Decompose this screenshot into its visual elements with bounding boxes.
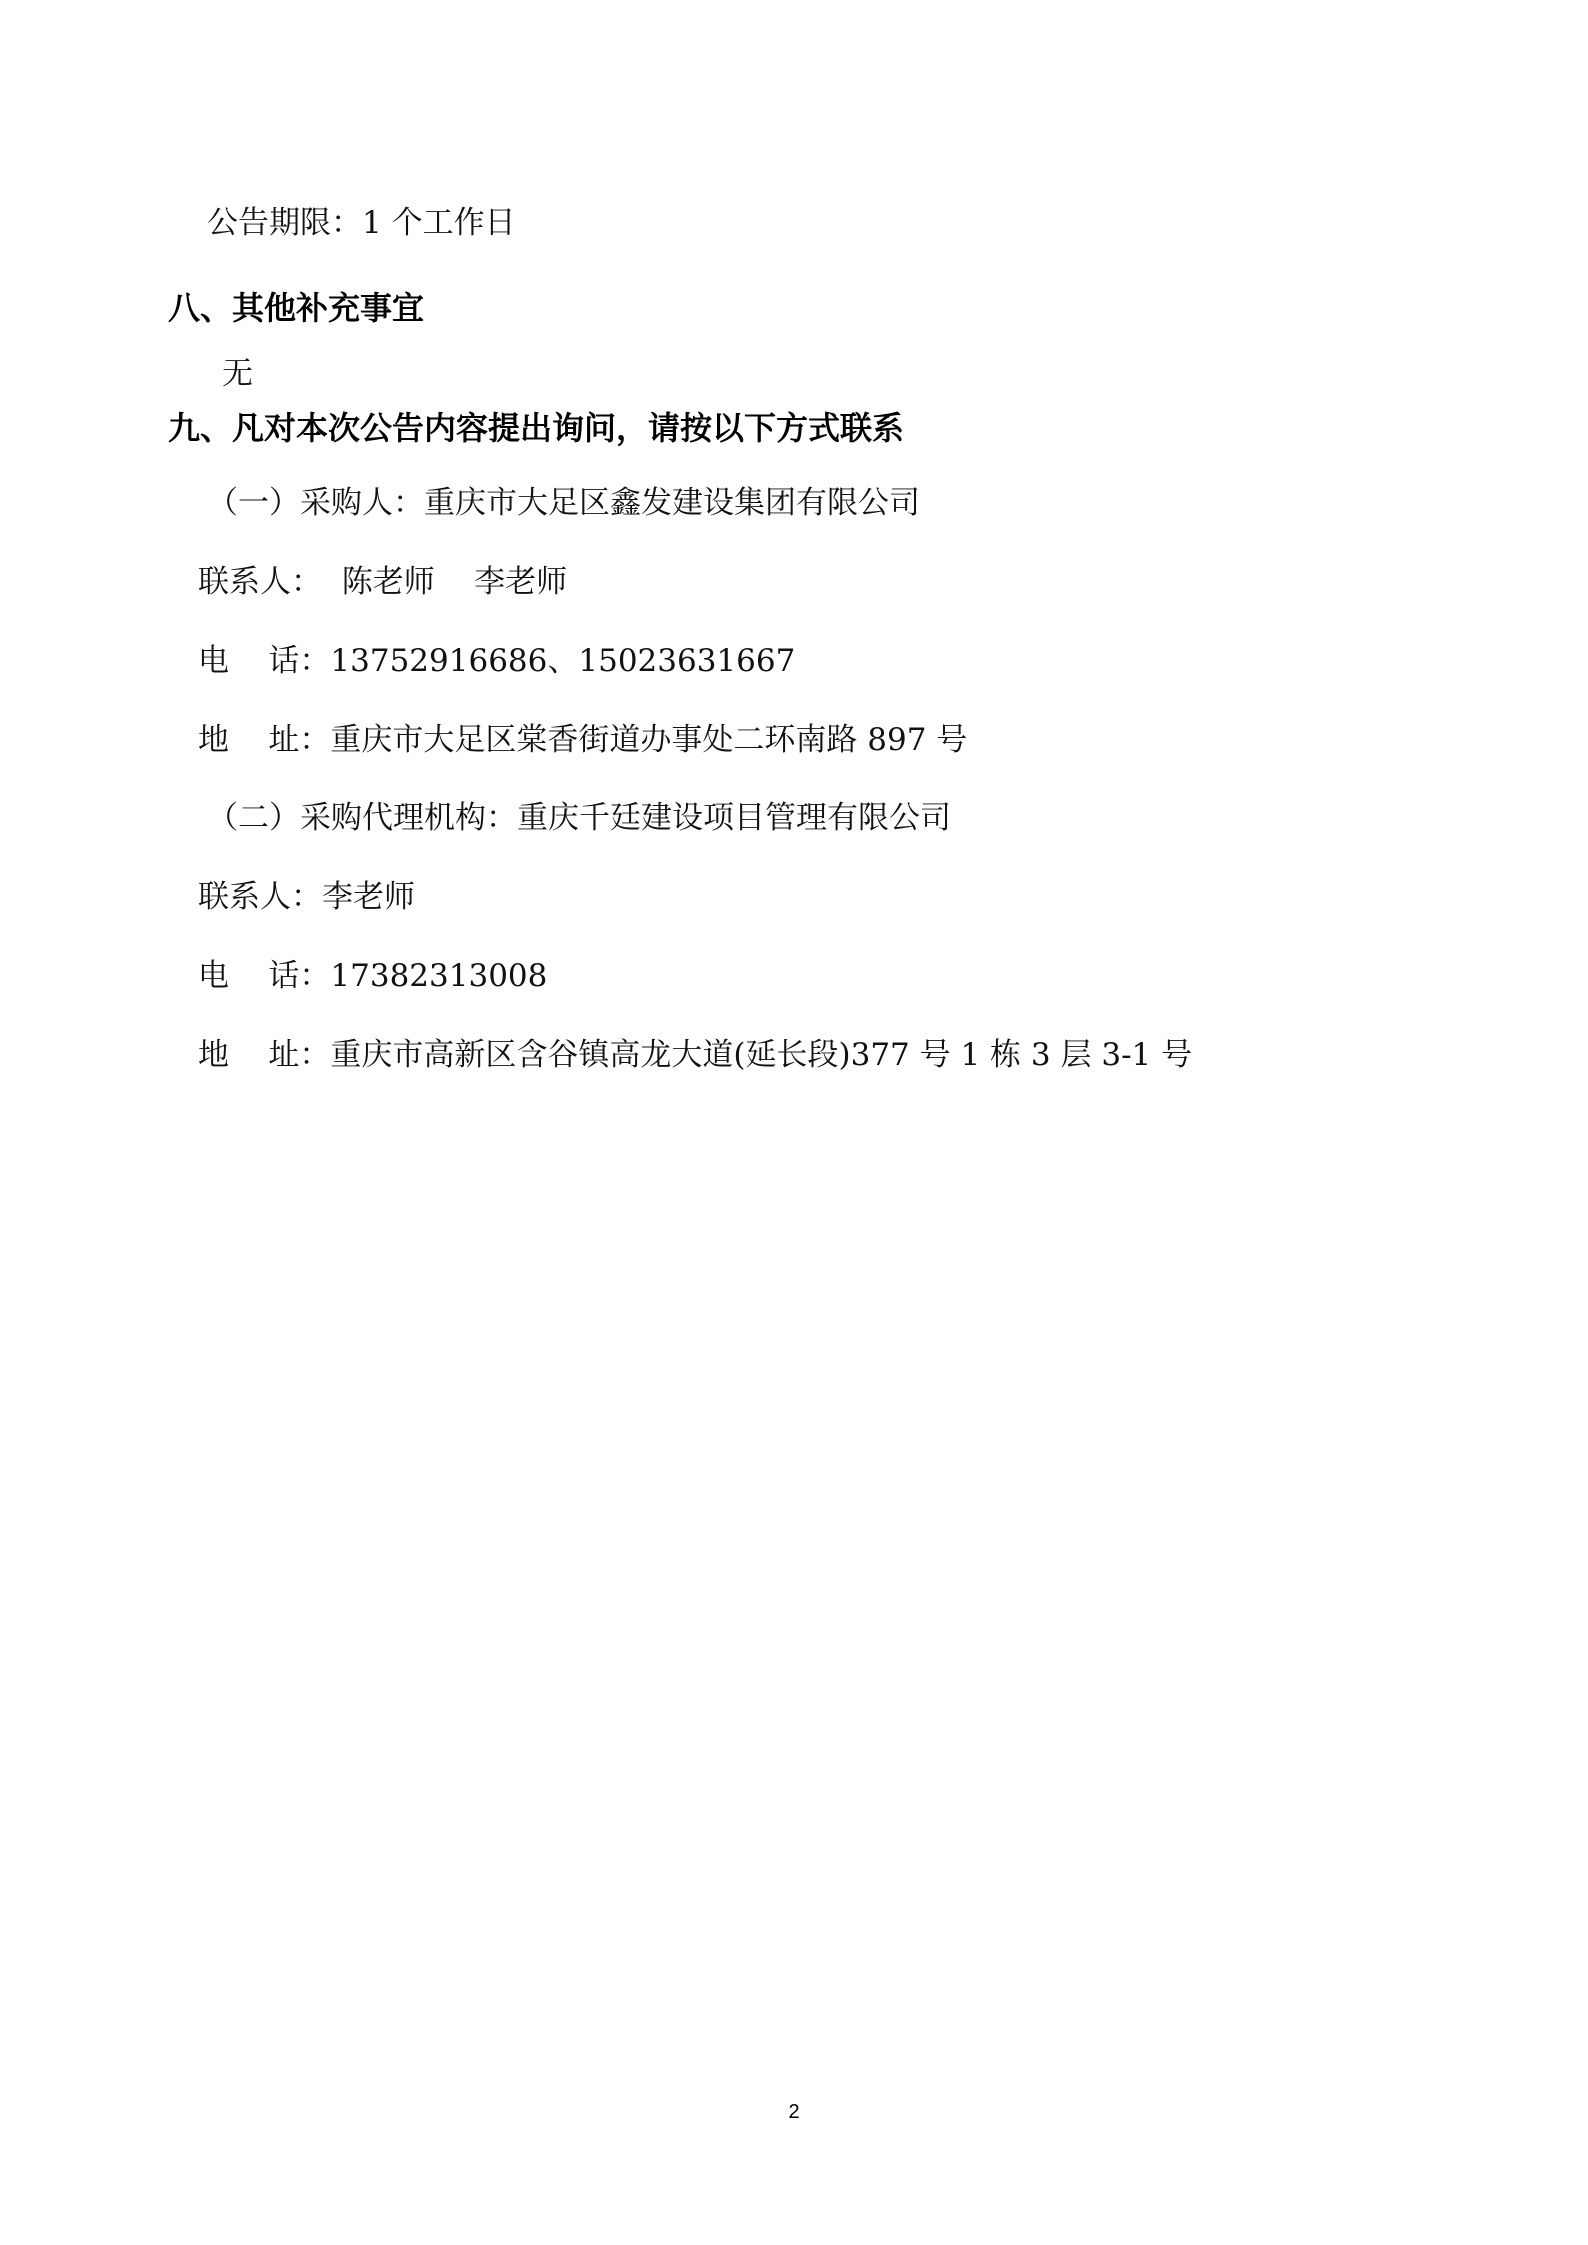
purchaser-contact: 联系人： 陈老师 李老师 <box>198 564 568 600</box>
purchaser-title: （一）采购人：重庆市大足区鑫发建设集团有限公司 <box>207 485 920 521</box>
section-8-heading: 八、其他补充事宜 <box>168 289 425 327</box>
agency-title: （二）采购代理机构：重庆千廷建设项目管理有限公司 <box>207 800 951 836</box>
purchaser-phone: 电 话：13752916686、15023631667 <box>198 643 796 679</box>
notice-period: 公告期限：1 个工作日 <box>207 205 516 241</box>
section-8-body: 无 <box>222 356 253 392</box>
page-number: 2 <box>788 2101 800 2123</box>
agency-phone: 电 话：17382313008 <box>198 958 548 994</box>
agency-address: 地 址：重庆市高新区含谷镇高龙大道(延长段)377 号 1 栋 3 层 3-1 号 <box>198 1037 1193 1073</box>
purchaser-address: 地 址：重庆市大足区棠香街道办事处二环南路 897 号 <box>198 722 968 758</box>
section-9-heading: 九、凡对本次公告内容提出询问，请按以下方式联系 <box>168 409 905 447</box>
agency-contact: 联系人：李老师 <box>198 879 415 915</box>
